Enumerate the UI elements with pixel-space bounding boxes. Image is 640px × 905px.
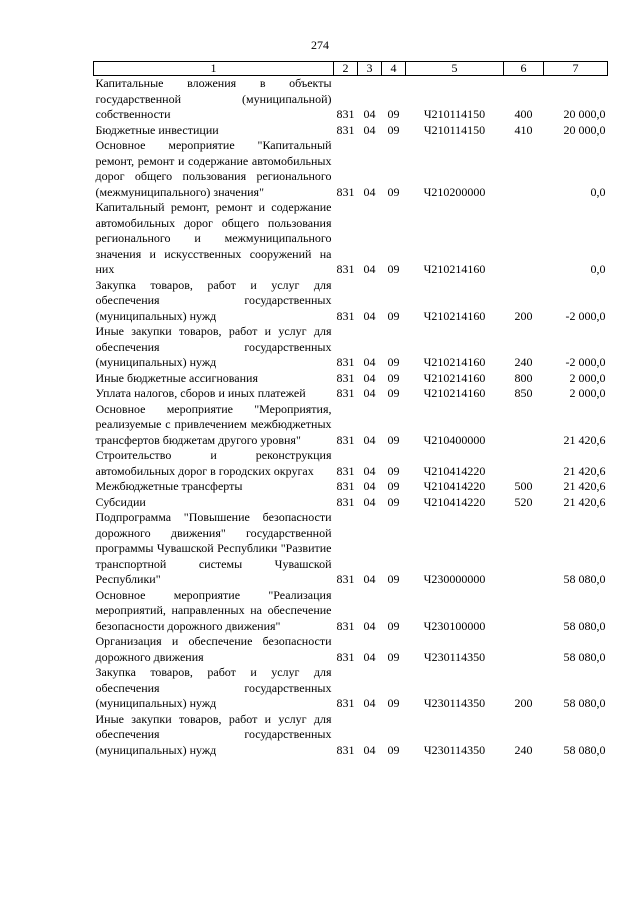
column-header: 5 bbox=[406, 62, 504, 76]
row-name-cell: Иные закупки товаров, работ и услуг для обеспечения государственных (муниципальных) нужд bbox=[95, 324, 332, 369]
row-expense-type-cell: 200 bbox=[514, 696, 533, 710]
row-expense-type-cell: 520 bbox=[514, 494, 533, 509]
column-header: 6 bbox=[504, 62, 544, 76]
row-expense-type-cell: 500 bbox=[514, 479, 533, 493]
row-subsection-cell: 09 bbox=[387, 262, 400, 276]
row-admin-code-cell: 831 bbox=[336, 308, 355, 323]
row-section-cell: 04 bbox=[363, 107, 376, 121]
row-name-cell: Основное мероприятие "Капитальный ремонт, ремонт и содержание автомобильных дорог общего пользования регионального (межмуниципального) значения" bbox=[95, 138, 332, 199]
row-expense-type-cell bbox=[504, 200, 544, 278]
row-amount-cell: 2 000,0 bbox=[569, 370, 606, 385]
table-row bbox=[94, 448, 608, 479]
row-target-article-cell: Ч210214160 bbox=[423, 386, 486, 400]
table-row bbox=[94, 386, 608, 402]
row-name-cell: Основное мероприятие "Реализация мероприятий, направленных на обеспечение безопасности дорожного движения" bbox=[95, 587, 332, 633]
row-target-article-cell: Ч210214160 bbox=[423, 308, 486, 323]
row-section-cell: 04 bbox=[363, 184, 376, 199]
row-name-cell: Межбюджетные трансферты bbox=[95, 479, 243, 493]
row-section-cell: 04 bbox=[363, 649, 376, 664]
row-expense-type-cell: 800 bbox=[514, 370, 533, 385]
row-section-cell: 04 bbox=[363, 355, 376, 369]
row-name-cell: Строительство и реконструкция автомобильных дорог в городских округах bbox=[95, 448, 332, 478]
row-admin-code-cell: 831 bbox=[336, 696, 355, 710]
table-row bbox=[94, 324, 608, 371]
row-expense-type-cell bbox=[504, 138, 544, 200]
table-row bbox=[94, 712, 608, 759]
row-target-article-cell: Ч230114350 bbox=[423, 649, 486, 664]
row-name-cell: Закупка товаров, работ и услуг для обеспечения государственных (муниципальных) нужд bbox=[95, 277, 332, 323]
table-row bbox=[94, 200, 608, 278]
row-subsection-cell: 09 bbox=[387, 479, 400, 493]
row-subsection-cell: 09 bbox=[387, 308, 400, 323]
row-expense-type-cell: 200 bbox=[514, 308, 533, 323]
row-subsection-cell: 09 bbox=[387, 386, 400, 400]
row-section-cell: 04 bbox=[363, 122, 376, 137]
row-subsection-cell: 09 bbox=[387, 572, 400, 586]
row-admin-code-cell: 831 bbox=[336, 184, 355, 199]
row-amount-cell: 0,0 bbox=[590, 184, 606, 199]
row-amount-cell: 21 420,6 bbox=[563, 494, 606, 509]
row-amount-cell: 2 000,0 bbox=[569, 386, 606, 400]
row-target-article-cell: Ч210414220 bbox=[423, 479, 486, 493]
row-amount-cell: -2 000,0 bbox=[565, 308, 606, 323]
row-expense-type-cell bbox=[504, 510, 544, 588]
row-section-cell: 04 bbox=[363, 262, 376, 276]
row-name-cell: Подпрограмма "Повышение безопасности дорожного движения" государственной программы Чувашской Республики "Развитие транспортной системы Чувашской Республики" bbox=[95, 510, 332, 586]
column-header: 4 bbox=[382, 62, 406, 76]
row-amount-cell: 58 080,0 bbox=[563, 572, 606, 586]
row-amount-cell: 21 420,6 bbox=[563, 432, 606, 447]
row-name-cell: Основное мероприятие "Мероприятия, реализуемые с привлечением межбюджетных трансфертов бюджетам другого уровня" bbox=[95, 401, 332, 447]
row-section-cell: 04 bbox=[363, 696, 376, 710]
row-target-article-cell: Ч230000000 bbox=[423, 572, 486, 586]
row-subsection-cell: 09 bbox=[387, 618, 400, 633]
row-admin-code-cell: 831 bbox=[336, 572, 355, 586]
row-name-cell: Бюджетные инвестиции bbox=[95, 122, 219, 137]
row-admin-code-cell: 831 bbox=[336, 618, 355, 633]
row-expense-type-cell bbox=[504, 402, 544, 449]
table-row bbox=[94, 495, 608, 511]
column-header: 7 bbox=[544, 62, 608, 76]
row-name-cell: Субсидии bbox=[95, 494, 146, 509]
row-target-article-cell: Ч210414220 bbox=[423, 494, 486, 509]
row-amount-cell: 20 000,0 bbox=[563, 107, 606, 121]
row-admin-code-cell: 831 bbox=[336, 386, 355, 400]
row-subsection-cell: 09 bbox=[387, 107, 400, 121]
row-name-cell: Капитальный ремонт, ремонт и содержание автомобильных дорог общего пользования регионального и межмуниципального значения и искусственных сооружений на них bbox=[95, 200, 332, 276]
table-body bbox=[94, 76, 608, 759]
row-admin-code-cell: 831 bbox=[336, 742, 355, 757]
column-header: 3 bbox=[358, 62, 382, 76]
row-target-article-cell: Ч210114150 bbox=[423, 122, 486, 137]
row-subsection-cell: 09 bbox=[387, 122, 400, 137]
row-admin-code-cell: 831 bbox=[336, 107, 355, 121]
table-row bbox=[94, 138, 608, 200]
row-amount-cell: 21 420,6 bbox=[563, 479, 606, 493]
table-row bbox=[94, 588, 608, 635]
row-expense-type-cell: 410 bbox=[514, 122, 533, 137]
row-target-article-cell: Ч230114350 bbox=[423, 742, 486, 757]
row-subsection-cell: 09 bbox=[387, 649, 400, 664]
row-name-cell: Иные закупки товаров, работ и услуг для обеспечения государственных (муниципальных) нужд bbox=[95, 711, 332, 757]
row-name-cell: Иные бюджетные ассигнования bbox=[95, 370, 258, 385]
row-amount-cell: 58 080,0 bbox=[563, 742, 606, 757]
row-amount-cell: 58 080,0 bbox=[563, 649, 606, 664]
table-row bbox=[94, 634, 608, 665]
row-section-cell: 04 bbox=[363, 479, 376, 493]
column-header: 1 bbox=[94, 62, 334, 76]
row-section-cell: 04 bbox=[363, 308, 376, 323]
row-amount-cell: 20 000,0 bbox=[563, 122, 606, 137]
row-subsection-cell: 09 bbox=[387, 432, 400, 447]
row-section-cell: 04 bbox=[363, 618, 376, 633]
table-row bbox=[94, 479, 608, 495]
row-subsection-cell: 09 bbox=[387, 355, 400, 369]
row-expense-type-cell bbox=[504, 634, 544, 665]
row-name-cell: Организация и обеспечение безопасности дорожного движения bbox=[95, 634, 332, 664]
page-number: 274 bbox=[311, 38, 329, 52]
row-amount-cell: 58 080,0 bbox=[563, 696, 606, 710]
row-section-cell: 04 bbox=[363, 386, 376, 400]
row-target-article-cell: Ч230100000 bbox=[423, 618, 486, 633]
table-row bbox=[94, 665, 608, 712]
row-name-cell: Закупка товаров, работ и услуг для обеспечения государственных (муниципальных) нужд bbox=[95, 665, 332, 710]
row-admin-code-cell: 831 bbox=[336, 262, 355, 276]
row-target-article-cell: Ч210214160 bbox=[423, 262, 486, 276]
row-amount-cell: 0,0 bbox=[590, 262, 606, 276]
row-target-article-cell: Ч210400000 bbox=[423, 432, 486, 447]
row-target-article-cell: Ч230114350 bbox=[423, 696, 486, 710]
row-amount-cell: 21 420,6 bbox=[563, 463, 606, 478]
row-admin-code-cell: 831 bbox=[336, 432, 355, 447]
table-row bbox=[94, 76, 608, 123]
row-expense-type-cell: 240 bbox=[514, 355, 533, 369]
row-admin-code-cell: 831 bbox=[336, 355, 355, 369]
row-admin-code-cell: 831 bbox=[336, 463, 355, 478]
row-admin-code-cell: 831 bbox=[336, 370, 355, 385]
row-admin-code-cell: 831 bbox=[336, 122, 355, 137]
column-header: 2 bbox=[334, 62, 358, 76]
row-subsection-cell: 09 bbox=[387, 370, 400, 385]
row-target-article-cell: Ч210214160 bbox=[423, 355, 486, 369]
row-subsection-cell: 09 bbox=[387, 742, 400, 757]
row-subsection-cell: 09 bbox=[387, 184, 400, 199]
row-admin-code-cell: 831 bbox=[336, 649, 355, 664]
table-row bbox=[94, 371, 608, 387]
table-header-row bbox=[94, 62, 608, 76]
row-subsection-cell: 09 bbox=[387, 463, 400, 478]
row-target-article-cell: Ч210214160 bbox=[423, 370, 486, 385]
row-admin-code-cell: 831 bbox=[336, 494, 355, 509]
row-section-cell: 04 bbox=[363, 742, 376, 757]
row-target-article-cell: Ч210114150 bbox=[423, 107, 486, 121]
row-name-cell: Капитальные вложения в объекты государственной (муниципальной) собственности bbox=[95, 76, 332, 121]
row-section-cell: 04 bbox=[363, 432, 376, 447]
row-expense-type-cell: 240 bbox=[514, 742, 533, 757]
row-section-cell: 04 bbox=[363, 494, 376, 509]
row-amount-cell: -2 000,0 bbox=[565, 355, 606, 369]
row-section-cell: 04 bbox=[363, 572, 376, 586]
row-subsection-cell: 09 bbox=[387, 696, 400, 710]
row-section-cell: 04 bbox=[363, 370, 376, 385]
row-admin-code-cell: 831 bbox=[336, 479, 355, 493]
row-section-cell: 04 bbox=[363, 463, 376, 478]
table-row bbox=[94, 278, 608, 325]
row-expense-type-cell: 850 bbox=[514, 386, 533, 400]
table-row bbox=[94, 123, 608, 139]
row-expense-type-cell: 400 bbox=[514, 107, 533, 121]
table-row bbox=[94, 402, 608, 449]
row-expense-type-cell bbox=[504, 448, 544, 479]
budget-table bbox=[93, 61, 608, 758]
table-row bbox=[94, 510, 608, 588]
row-amount-cell: 58 080,0 bbox=[563, 618, 606, 633]
row-target-article-cell: Ч210200000 bbox=[423, 184, 486, 199]
row-target-article-cell: Ч210414220 bbox=[423, 463, 486, 478]
row-name-cell: Уплата налогов, сборов и иных платежей bbox=[95, 386, 306, 400]
row-expense-type-cell bbox=[504, 588, 544, 635]
row-subsection-cell: 09 bbox=[387, 494, 400, 509]
